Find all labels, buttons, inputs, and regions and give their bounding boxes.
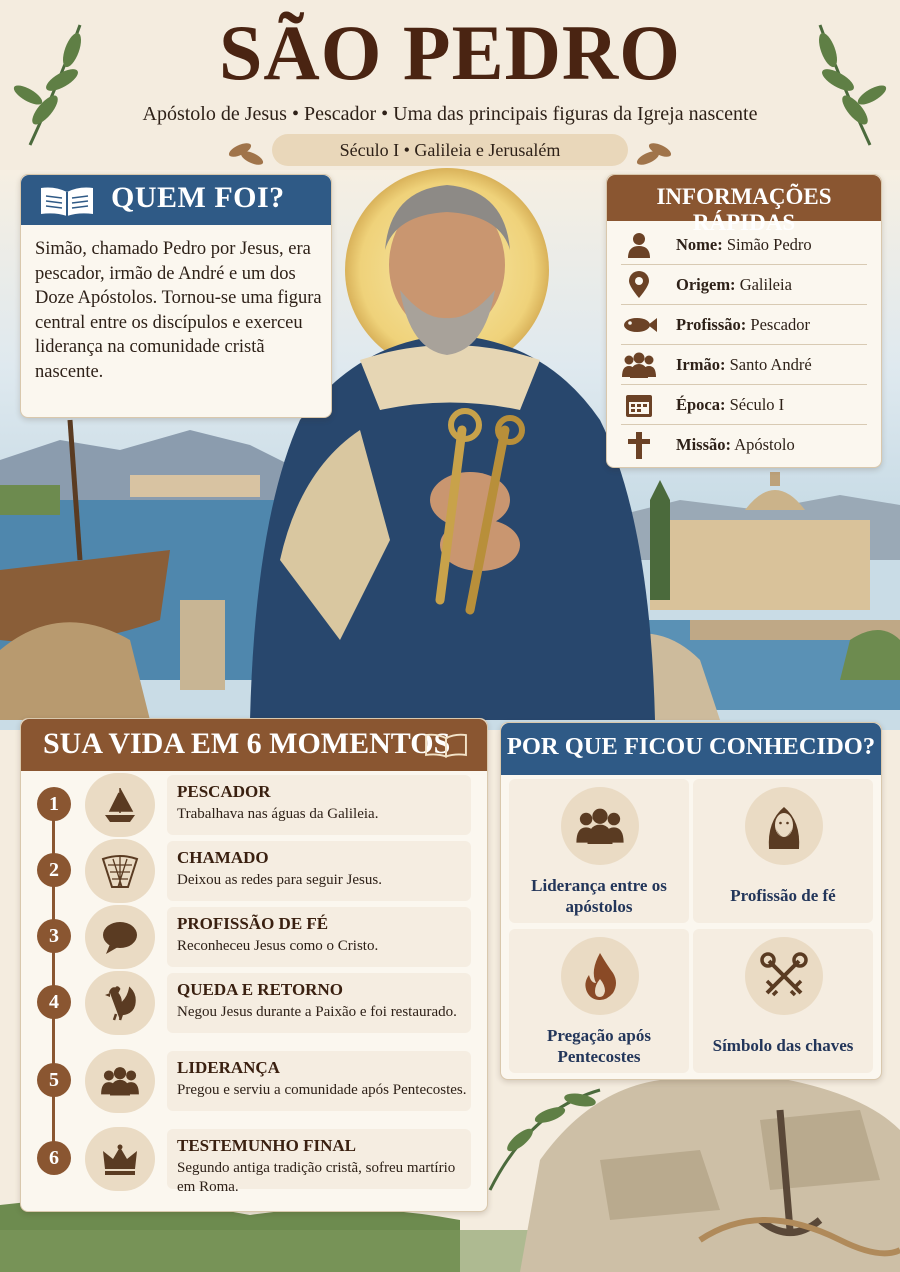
info-row-profissao	[621, 305, 867, 345]
info-row-origem	[621, 265, 867, 305]
info-row-nome	[621, 225, 867, 265]
timeline-step	[21, 773, 487, 837]
step-icon-disc	[85, 905, 155, 969]
step-text-box	[167, 841, 471, 901]
timeline-step	[21, 1049, 487, 1113]
reason-label: Pregação após Pentecostes	[546, 1026, 652, 1066]
info-row-text: Época: Século I	[676, 395, 785, 414]
step-text-box	[167, 973, 471, 1033]
group-icon	[621, 351, 657, 379]
vida-header	[21, 719, 487, 771]
info-row-text: Profissão: Pescador	[676, 315, 810, 334]
fish-icon	[621, 311, 657, 339]
step-number: 2	[37, 853, 71, 887]
step-text-box	[167, 775, 471, 835]
step-title: LIDERANÇA	[177, 1058, 280, 1077]
reason-icon-disc	[745, 787, 823, 865]
step-description: Pregou e serviu a comunidade após Pentecostes.	[177, 1082, 467, 1098]
map-pin-icon	[621, 271, 657, 299]
reason-tile	[509, 779, 689, 923]
quem-foi-card	[20, 174, 332, 418]
timeline-step	[21, 1127, 487, 1195]
porque-title: POR QUE FICOU CONHECIDO?	[506, 733, 876, 760]
info-row-irmao	[621, 345, 867, 385]
step-icon-disc	[85, 773, 155, 837]
reason-icon-disc	[745, 937, 823, 1015]
calendar-icon	[621, 391, 657, 419]
step-icon-disc	[85, 1049, 155, 1113]
jesus-face-icon	[759, 801, 809, 851]
step-number: 3	[37, 919, 71, 953]
step-description: Segundo antiga tradição cristã, sofreu martírio em Roma.	[177, 1160, 456, 1195]
step-text-box	[167, 907, 471, 967]
step-title: PROFISSÃO DE FÉ	[177, 914, 329, 933]
step-description: Reconheceu Jesus como o Cristo.	[177, 938, 379, 954]
timeline-step	[21, 839, 487, 903]
porque-header	[501, 723, 881, 775]
reason-icon-disc	[561, 937, 639, 1015]
step-number: 6	[37, 1141, 71, 1175]
step-description: Trabalhava nas águas da Galileia.	[177, 806, 379, 822]
group-icon	[100, 1061, 140, 1101]
quem-foi-header	[21, 175, 331, 225]
open-book-icon	[423, 731, 469, 759]
info-row-missao	[621, 425, 867, 464]
step-title: QUEDA E RETORNO	[177, 980, 343, 999]
step-title: PESCADOR	[177, 782, 271, 801]
quem-foi-title: QUEM FOI?	[111, 181, 285, 214]
reason-label: Profissão de fé	[730, 886, 836, 905]
info-row-text: Missão: Apóstolo	[676, 435, 795, 454]
step-number: 1	[37, 787, 71, 821]
group-icon	[575, 801, 625, 851]
step-description: Deixou as redes para seguir Jesus.	[177, 872, 382, 888]
cross-icon	[621, 431, 657, 459]
porque-card	[500, 722, 882, 1080]
quem-foi-text: Simão, chamado Pedro por Jesus, era pescador, irmão de André e um dos Doze Apóstolos. Tornou-se uma figura central entre os discípulos e exerceu liderança na comunidade cristã nascente.	[35, 239, 322, 382]
info-row-text: Origem: Galileia	[676, 275, 792, 294]
vida-card	[20, 718, 488, 1212]
open-book-icon	[37, 184, 97, 218]
fishing-net-icon	[100, 851, 140, 891]
step-icon-disc	[85, 1127, 155, 1191]
info-row-epoca	[621, 385, 867, 425]
reason-tile	[509, 929, 689, 1073]
reason-label: Símbolo das chaves	[712, 1036, 854, 1055]
flame-icon	[575, 951, 625, 1001]
timeline-step	[21, 971, 487, 1035]
rooster-icon	[100, 983, 140, 1023]
info-header	[607, 175, 881, 235]
step-text-box	[167, 1129, 471, 1195]
person-icon	[621, 231, 657, 259]
step-title: CHAMADO	[177, 848, 269, 867]
reason-tile	[693, 929, 873, 1073]
crossed-keys-icon	[759, 951, 809, 1001]
timeline-step	[21, 905, 487, 969]
era-badge: Século I • Galileia e Jerusalém	[272, 134, 628, 166]
reason-icon-disc	[561, 787, 639, 865]
step-number: 5	[37, 1063, 71, 1097]
info-row-text: Nome: Simão Pedro	[676, 235, 812, 254]
step-text-box	[167, 1051, 471, 1111]
reason-tile	[693, 779, 873, 923]
crown-icon	[100, 1139, 140, 1179]
info-row-text: Irmão: Santo André	[676, 355, 812, 374]
step-icon-disc	[85, 839, 155, 903]
page-subtitle: Apóstolo de Jesus • Pescador • Uma das principais figuras da Igreja nascente	[142, 103, 758, 125]
vida-title: SUA VIDA EM 6 MOMENTOS	[43, 727, 451, 760]
reason-label: Liderança entre os apóstolos	[531, 876, 667, 916]
speech-bubble-icon	[100, 917, 140, 957]
page-title: SÃO PEDRO	[219, 9, 681, 96]
info-card	[606, 174, 882, 468]
step-number: 4	[37, 985, 71, 1019]
step-title: TESTEMUNHO FINAL	[177, 1136, 356, 1155]
sailboat-icon	[100, 785, 140, 825]
step-icon-disc	[85, 971, 155, 1035]
step-description: Negou Jesus durante a Paixão e foi restaurado.	[177, 1004, 457, 1020]
info-title: INFORMAÇÕES RÁPIDAS	[656, 184, 832, 235]
